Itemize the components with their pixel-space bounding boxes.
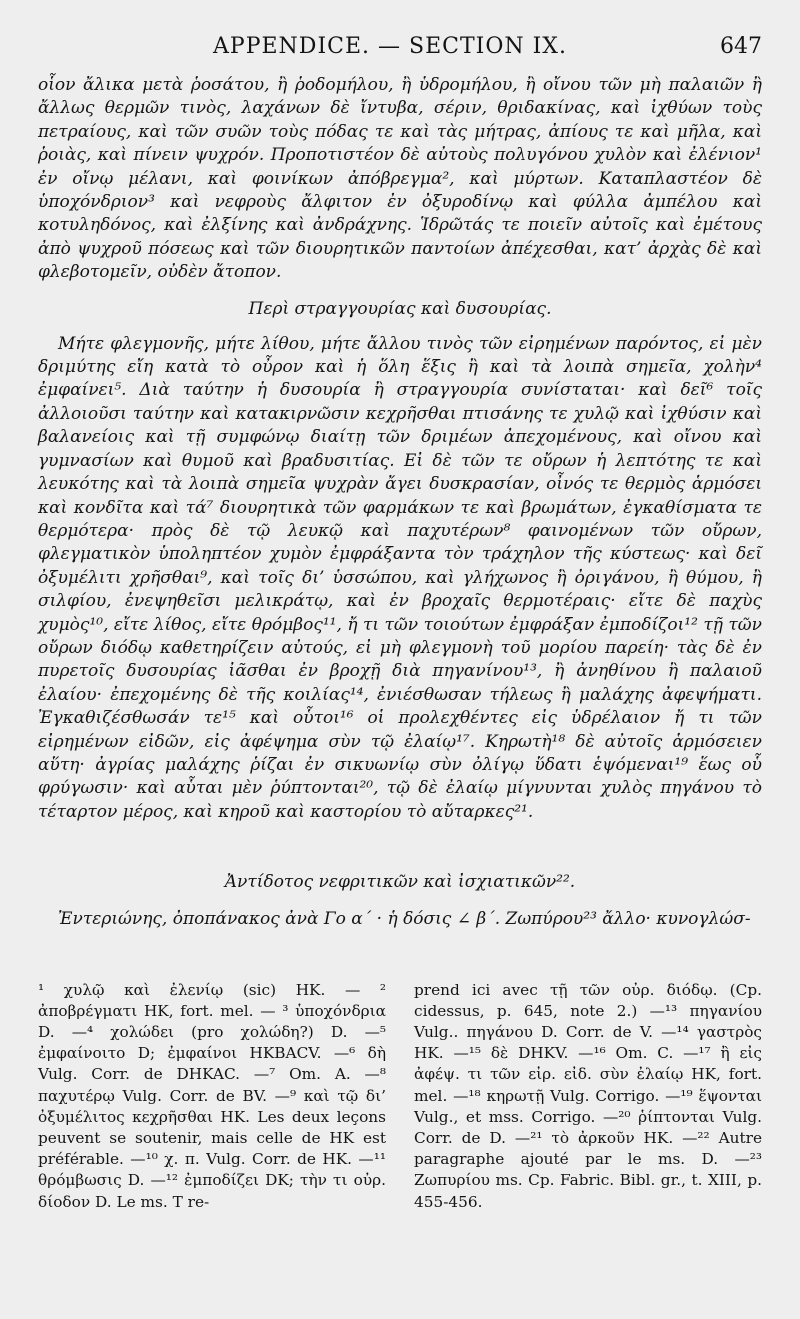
- footnotes-left-text: ¹ χυλῷ καὶ ἐλενίῳ (sic) HK. — ² ἀποβρέγματι HK, fort. mel. — ³ ὑποχόνδρια D. —⁴ χολώδει (pro χολώδη?) D. —⁵ ἐμφαίνοιτο D; ἐμφαίνοι HKBACV. —⁶ δὴ Vulg. Corr. de DHKAC. —⁷ Om. A. —⁸ παχυτέρῳ Vulg. Corr. de BV. —⁹ καὶ τῷ δι’ ὀξυμέλιτος κεχρῆσθαι HK. Les deux leçons peuvent se soutenir, mais celle de HK est préférable. —¹⁰ χ. π. Vulg. Corr. de HK. —¹¹ θρόμβωσις D. —¹² ἐμποδίζει DK; τὴν τι οὐρ. δίοδον D. Le ms. T re-: [38, 980, 386, 1211]
- paragraph-1: οἷον ἄλικα μετὰ ῥοσάτου, ἢ ῥοδομήλου, ἢ ὑδρομήλου, ἢ οἴνου τῶν μὴ παλαιῶν ἢ ἄλλως θερμῶν τινὸς, λαχάνων δὲ ἴντυβα, σέριν, θριδακίνας, καὶ ἰχθύων τοὺς πετραίους, καὶ τῶν συῶν τοὺς πόδας τε καὶ τὰς μήτρας, ἀπίους τε καὶ μῆλα, καὶ ῥοιὰς, καὶ πίνειν ψυχρόν. Προποτιστέον δὲ αὐτοὺς πολυγόνου χυλὸν καὶ ἐλένιον¹ ἐν οἴνῳ μέλανι, καὶ φοινίκων ἀπόβρεγμα², καὶ μύρτων. Καταπλαστέον δὲ ὑποχόνδριον³ καὶ νεφροὺς ἄλφιτον ἐν ὀξυροδίνῳ καὶ φύλλα ἀμπέλου καὶ κοτυληδόνος, καὶ ἐλξίνης καὶ ἀνδράχνης. Ἱδρῶτάς τε ποιεῖν αὐτοῖς καὶ ἐμέτους ἀπὸ ψυχροῦ πόσεως καὶ τῶν διουρητικῶν παντοίων ἀπέχεσθαι, κατ’ ἀρχὰς δὲ καὶ φλεβοτομεῖν, οὐδὲν ἄτοπον.: [38, 75, 762, 283]
- footnotes: [38, 980, 762, 1213]
- main-text: [38, 74, 762, 932]
- section-heading-antidote: Ἀντίδοτος νεφριτικῶν καὶ ἰσχιατικῶν²².: [224, 872, 576, 893]
- section-heading-stranguria: Περὶ στραγγουρίας καὶ δυσουρίας.: [248, 298, 552, 319]
- paragraph-2: Μήτε φλεγμονῆς, μήτε λίθου, μήτε ἄλλου τινὸς τῶν εἰρημένων παρόντος, εἰ μὲν δριμύτης εἴη κατὰ τὸ οὖρον καὶ ἡ ὅλη ἕξις ἢ καὶ τὰ λοιπὰ σημεῖα, χολὴν⁴ ἐμφαίνει⁵. Διὰ ταύτην ἡ δυσουρία ἢ στραγγουρία συνίσταται· καὶ δεῖ⁶ τοῖς ἀλλοιοῦσι ταύτην καὶ κατακιρνῶσιν κεχρῆσθαι πτισάνης τε χυλῷ καὶ ἰχθύσιν καὶ βαλανείοις καὶ τῇ συμφώνῳ διαίτῃ τῶν δριμέων ἀπεχομένους, καὶ οἴνου καὶ γυμνασίων καὶ θυμοῦ καὶ βραδυσιτίας. Εἰ δὲ τῶν τε οὔρων ἡ λεπτότης τε καὶ λευκότης καὶ τὰ λοιπὰ σημεῖα ψυχρὰν ἄγει δυσκρασίαν, οἶνός τε θερμὸς ἁρμόσει καὶ κονδῖτα καὶ τά⁷ διουρητικὰ τῶν φαρμάκων τε καὶ βρωμάτων, ἐγκαθίσματα τε θερμότερα· πρὸς δὲ τῷ λευκῷ καὶ παχυτέρων⁸ φαινομένων τῶν οὔρων, φλεγματικὸν ὑποληπτέον χυμὸν ἐμφράξαντα τὸν τράχηλον τῆς κύστεως· καὶ δεῖ ὀξυμέλιτι χρῆσθαι⁹, καὶ τοῖς δι’ ὑσσώπου, καὶ γλήχωνος ἢ ὀριγάνου, ἢ θύμου, ἢ σιλφίου, ἐνεψηθεῖσι μελικράτῳ, καὶ ἐν βροχαῖς θερμοτέραις· εἴτε δὲ παχὺς χυμὸς¹⁰, εἴτε λίθος, εἴτε θρόμβος¹¹, ἤ τι τῶν τοιούτων ἐμφράξαν ἐμποδίζοι¹² τῇ τῶν οὔρων διόδῳ καθετηρίζειν αὐτούς, εἰ μὴ φλεγμονὴ τοῦ μορίου παρείη· τὰς δὲ ἐν πυρετοῖς δυσουρίας ἰᾶσθαι ἐν βροχῇ διὰ πηγανίνου¹³, ἢ ἀνηθίνου ἢ παλαιοῦ ἐλαίου· ἐπεχομένης δὲ τῆς κοιλίας¹⁴, ἐνιέσθωσαν τήλεως ἢ μαλάχης ἀφεψήματι. Ἐγκαθιζέσθωσάν τε¹⁵ καὶ οὗτοι¹⁶ οἱ προλεχθέντες εἰς ὑδρέλαιον ἤ τι τῶν εἰρημένων εἰδῶν, εἰς ἀφέψημα σὺν τῷ ἐλαίῳ¹⁷. Κηρωτὴ¹⁸ δὲ αὐτοῖς ἁρμόσειεν αὕτη· ἀγρίας μαλάχης ῥίζαι ἐν σικυωνίῳ σὺν ὀλίγῳ ὕδατι ἑψόμεναι¹⁹ ἕως οὗ φρύγωσιν· καὶ αὗται μὲν ῥύπτονται²⁰, τῷ δὲ ἐλαίῳ μίγνυνται χυλὸς πηγάνου τὸ τέταρτον μέρος, καὶ κηροῦ καὶ καστορίου τὸ αὔταρκες²¹.: [38, 333, 762, 822]
- running-title: APPENDICE. — SECTION IX.: [213, 34, 567, 59]
- footnotes-right-column: [414, 980, 762, 1213]
- footnotes-left-column: [38, 980, 386, 1213]
- page-number: 647: [720, 34, 762, 59]
- footnotes-right-text: prend ici avec τῇ τῶν οὐρ. διόδῳ. (Cp. cidessus, p. 645, note 2.) —¹³ πηγανίου Vulg.. πηγάνου D. Corr. de V. —¹⁴ γαστρὸς HK. —¹⁵ δὲ DHKV. —¹⁶ Om. C. —¹⁷ ἢ εἰς ἀφέψ. τι τῶν εἰρ. εἰδ. σὺν ἐλαίῳ HK, fort. mel. —¹⁸ κηρωτῇ Vulg. Corrigo. —¹⁹ ἕψονται Vulg., et mss. Corrigo. —²⁰ ῥίπτονται Vulg. Corr. de D. —²¹ τὸ ἀρκοῦν HK. —²² Autre paragraphe ajouté par le ms. D. —²³ Ζωπυρίου ms. Cp. Fabric. Bibl. gr., t. XIII, p. 455-456.: [414, 980, 762, 1211]
- paragraph-3: Ἐντεριώνης, ὀποπάνακος ἀνὰ Γο α΄ · ἡ δόσις ∠ β΄. Ζωπύρου²³ ἄλλο· κυνογλώσ-: [58, 909, 751, 930]
- page-header: [38, 30, 762, 64]
